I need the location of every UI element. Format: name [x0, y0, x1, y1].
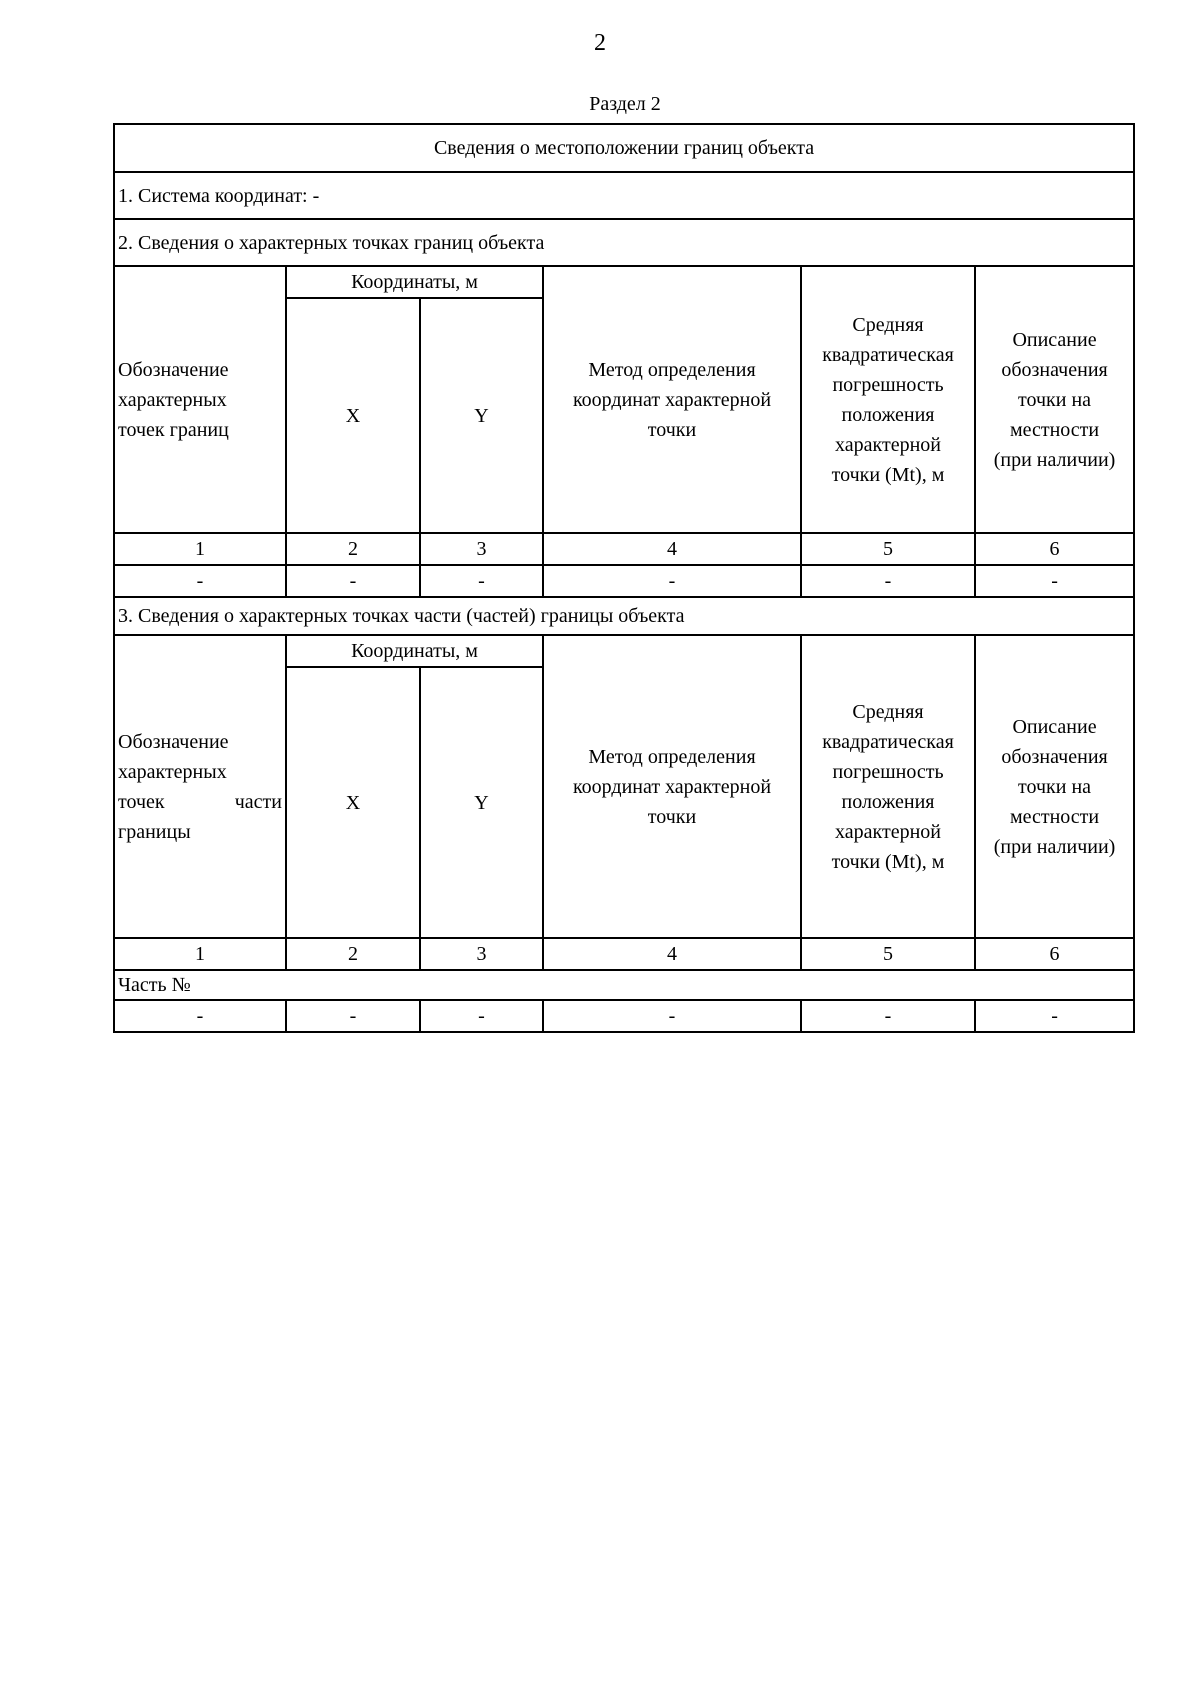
s3-col1-line: границы [118, 820, 191, 843]
s3-col5-header [801, 635, 975, 938]
s3-col6-line: Описание [1012, 715, 1097, 738]
col-number: 4 [543, 533, 801, 565]
s2-col1-line: характерных [118, 388, 227, 411]
s2-col5-line: погрешность [832, 373, 944, 396]
section2-heading: 2. Сведения о характерных точках границ объекта [114, 219, 1134, 266]
s3-col5-line: положения [841, 790, 935, 813]
s3-col4-line: Метод определения [588, 745, 756, 768]
table-cell: - [801, 565, 975, 597]
coordinate-system: 1. Система координат: - [114, 172, 1134, 219]
s2-col4-line: координат характерной [572, 388, 772, 411]
table-cell: - [286, 565, 420, 597]
s2-col6-line: местности [1009, 418, 1100, 441]
col-number: 2 [286, 938, 420, 970]
col-number: 4 [543, 938, 801, 970]
table-cell: - [114, 565, 286, 597]
table-cell: - [543, 1000, 801, 1032]
col-number: 1 [114, 938, 286, 970]
s2-col1-line: точек границ [118, 418, 229, 441]
s3-col5-line: характерной [835, 820, 941, 843]
page-number: 2 [594, 30, 606, 56]
col-number: 3 [420, 533, 543, 565]
part-label: Часть № [114, 970, 1134, 1000]
s3-col4-header [543, 635, 801, 938]
s3-col1-word: части [234, 790, 282, 813]
section3-heading: 3. Сведения о характерных точках части (частей) границы объекта [114, 597, 1134, 635]
table-cell: - [420, 565, 543, 597]
s2-col6-line: точки на [1018, 388, 1092, 411]
s2-number-row [114, 533, 1134, 565]
s2-col-x: X [286, 298, 420, 533]
table-cell: - [975, 1000, 1134, 1032]
col-number: 6 [975, 533, 1134, 565]
s3-col1-header [114, 635, 286, 938]
boundary-table [113, 123, 1135, 1033]
s3-coords-header: Координаты, м [286, 635, 543, 667]
s3-col-x: X [286, 667, 420, 938]
s2-col5-line: Средняя [852, 313, 924, 336]
section-title: Раздел 2 [589, 93, 661, 115]
s2-col5-line: точки (Mt), м [831, 463, 945, 486]
s2-col4-header [543, 266, 801, 533]
s2-col1-line: Обозначение [118, 358, 229, 381]
s3-col6-line: обозначения [1001, 745, 1108, 768]
s2-data-row [114, 565, 1134, 597]
s2-col6-header [975, 266, 1134, 533]
col-number: 5 [801, 938, 975, 970]
s3-col5-line: квадратическая [822, 730, 954, 753]
col-number: 3 [420, 938, 543, 970]
table-cell: - [801, 1000, 975, 1032]
s2-col5-header [801, 266, 975, 533]
col-number: 1 [114, 533, 286, 565]
table-cell: - [114, 1000, 286, 1032]
s3-col5-line: точки (Mt), м [831, 850, 945, 873]
s3-col5-line: Средняя [852, 700, 924, 723]
s3-number-row [114, 938, 1134, 970]
s2-col6-line: (при наличии) [993, 448, 1116, 471]
s2-col4-line: Метод определения [588, 358, 756, 381]
s2-col-y: Y [420, 298, 543, 533]
s2-col5-line: квадратическая [822, 343, 954, 366]
s3-col6-line: местности [1009, 805, 1100, 828]
s3-col4-line: координат характерной [572, 775, 772, 798]
s2-col5-line: характерной [835, 433, 941, 456]
s3-col6-header [975, 635, 1134, 938]
s2-coords-header: Координаты, м [286, 266, 543, 298]
col-number: 5 [801, 533, 975, 565]
col-number: 6 [975, 938, 1134, 970]
s3-col-y: Y [420, 667, 543, 938]
s2-col6-line: Описание [1012, 328, 1097, 351]
s3-col5-line: погрешность [832, 760, 944, 783]
s3-col6-line: (при наличии) [993, 835, 1116, 858]
col-number: 2 [286, 533, 420, 565]
s3-col6-line: точки на [1018, 775, 1092, 798]
s2-col1-header [114, 266, 286, 533]
s3-col1-word: точек [118, 790, 165, 813]
s3-data-row [114, 1000, 1134, 1032]
table-cell: - [286, 1000, 420, 1032]
table-title: Сведения о местоположении границ объекта [114, 124, 1134, 172]
s3-col4-line: точки [647, 805, 697, 828]
s2-col6-line: обозначения [1001, 358, 1108, 381]
s3-col1-line-justified [118, 787, 282, 817]
table-cell: - [543, 565, 801, 597]
s2-col5-line: положения [841, 403, 935, 426]
s3-col1-line: характерных [118, 760, 227, 783]
table-cell: - [420, 1000, 543, 1032]
s2-col4-line: точки [647, 418, 697, 441]
s3-col1-line: Обозначение [118, 730, 229, 753]
table-cell: - [975, 565, 1134, 597]
